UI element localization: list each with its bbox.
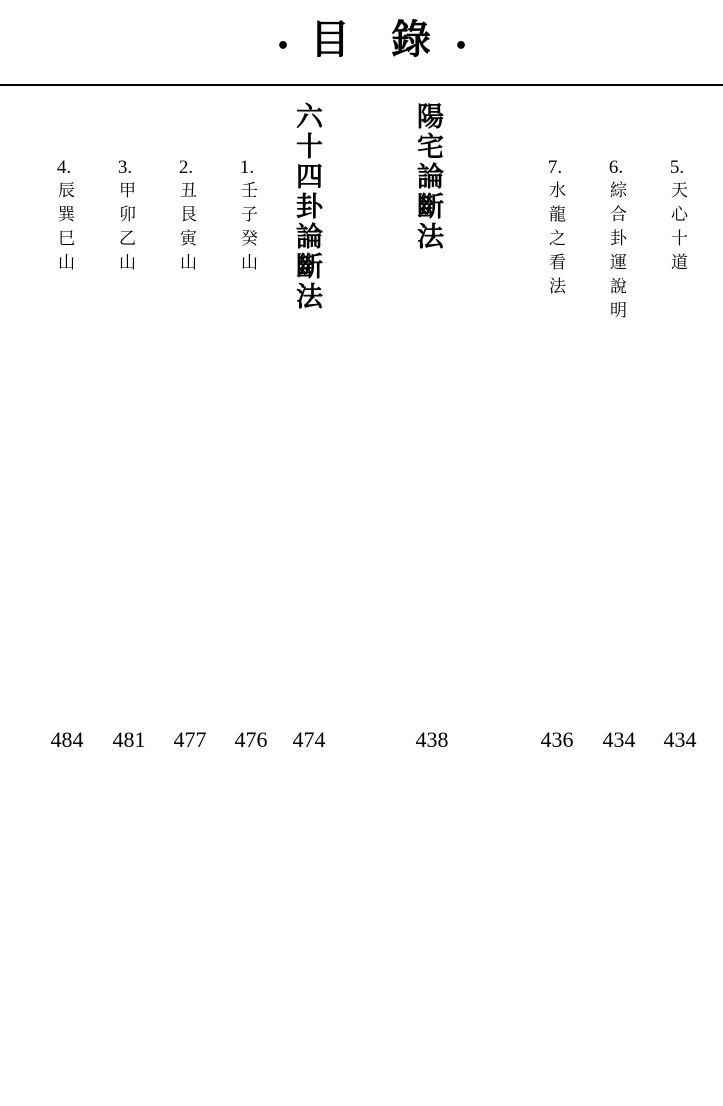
entry-page-number: 476 (234, 727, 268, 752)
toc-entry (171, 157, 201, 277)
entry-number: 3. (117, 157, 133, 178)
toc-entry (662, 157, 692, 277)
entry-number: 4. (56, 157, 72, 178)
title-dot-right: • (454, 34, 469, 59)
entry-title: 水龍之看法 (545, 181, 565, 301)
toc-section (286, 102, 326, 312)
section-title: 陽宅論斷法 (412, 102, 443, 252)
entry-title: 辰巽巳山 (54, 181, 74, 277)
entry-page-number: 434 (602, 727, 636, 752)
title-char-2: 錄 (391, 17, 431, 63)
section-title: 六十四卦論斷法 (291, 102, 322, 312)
entry-number: 7. (547, 157, 563, 178)
entry-title: 丑艮寅山 (176, 181, 196, 277)
toc-entry (49, 157, 79, 277)
entry-page-number: 477 (173, 727, 207, 752)
section-page-number: 438 (415, 727, 449, 752)
toc-header (0, 0, 723, 90)
toc-entry (601, 157, 631, 325)
toc-entry (110, 157, 140, 277)
entry-title: 天心十道 (667, 181, 687, 277)
entry-page-number: 481 (112, 727, 146, 752)
header-divider (0, 84, 723, 86)
title-dot-left: • (276, 34, 291, 59)
toc-entry (232, 157, 262, 277)
section-page-number: 474 (292, 727, 326, 752)
entry-number: 2. (178, 157, 194, 178)
entry-title: 綜合卦運說明 (606, 181, 626, 325)
entry-number: 6. (608, 157, 624, 178)
entry-page-number: 484 (50, 727, 84, 752)
entry-title: 壬子癸山 (237, 181, 257, 277)
entry-number: 1. (239, 157, 255, 178)
entry-page-number: 436 (540, 727, 574, 752)
toc-section (407, 102, 447, 252)
entry-number: 5. (669, 157, 685, 178)
entry-title: 甲卯乙山 (115, 181, 135, 277)
title-char-1: 目 (310, 17, 350, 63)
entry-page-number: 434 (663, 727, 697, 752)
toc-entry (540, 157, 570, 301)
